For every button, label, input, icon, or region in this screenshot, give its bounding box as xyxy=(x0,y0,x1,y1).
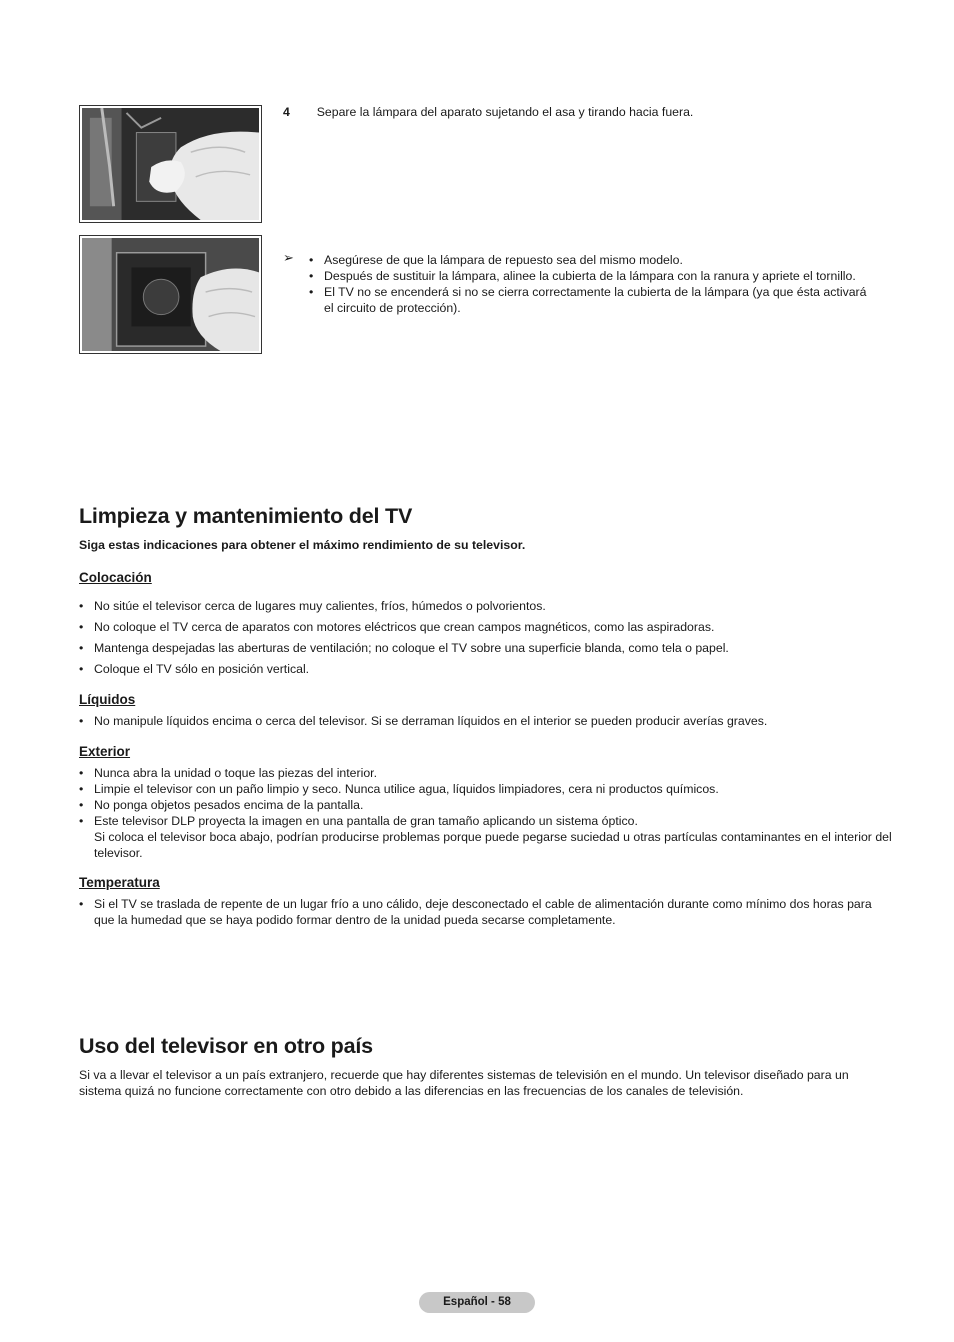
list-item: • Si el TV se traslada de repente de un lugar frío a uno cálido, deje desconectado el cable de alimentación durante como mínimo dos horas para que la humedad que se haya podido formar dentro de la unidad pueda secarse completamente. xyxy=(79,896,879,928)
lamp-removal-photo xyxy=(79,105,262,223)
abroad-title: Uso del televisor en otro país xyxy=(79,1034,373,1058)
list-item: • No coloque el TV cerca de aparatos con motores eléctricos que crean campos magnéticos, como las aspiradoras. xyxy=(79,619,899,635)
lamp-removal-illustration xyxy=(82,108,259,220)
note-item: • Asegúrese de que la lámpara de repuesto sea del mismo modelo. xyxy=(309,252,879,268)
exterior-list xyxy=(79,765,899,861)
list-item-continuation: Si coloca el televisor boca abajo, podrían producirse problemas porque puede pegarse suciedad u otras partículas contaminantes en el interior del televisor. xyxy=(94,830,892,860)
colocacion-heading: Colocación xyxy=(79,570,152,585)
temperatura-list xyxy=(79,896,879,928)
list-item: • Nunca abra la unidad o toque las piezas del interior. xyxy=(79,765,899,781)
list-item: • Mantenga despejadas las aberturas de ventilación; no coloque el TV sobre una superficie blanda, como tela o papel. xyxy=(79,640,899,656)
note-item: • El TV no se encenderá si no se cierra correctamente la cubierta de la lámpara (ya que ésta activará el circuito de protección). xyxy=(309,284,879,316)
list-item-text: Este televisor DLP proyecta la imagen en una pantalla de gran tamaño aplicando un sistema óptico. xyxy=(94,814,638,828)
step-number: 4 xyxy=(283,105,290,119)
temperatura-heading: Temperatura xyxy=(79,875,160,890)
pointer-arrow-icon: ➢ xyxy=(283,250,294,265)
cleaning-intro: Siga estas indicaciones para obtener el máximo rendimiento de su televisor. xyxy=(79,538,526,552)
abroad-text: Si va a llevar el televisor a un país extranjero, recuerde que hay diferentes sistemas de televisión en el mundo. Un televisor diseñado para un sistema quizá no funcione correctamente con otro debido a las diferencias en las frecuencias de los canales de televisión. xyxy=(79,1068,849,1098)
lamp-module-illustration xyxy=(82,238,259,351)
liquidos-list xyxy=(79,713,899,729)
colocacion-list xyxy=(79,598,899,682)
list-item: • Limpie el televisor con un paño limpio y seco. Nunca utilice agua, líquidos limpiadores, cera ni productos químicos. xyxy=(79,781,899,797)
list-item: • No manipule líquidos encima o cerca del televisor. Si se derraman líquidos en el interior se pueden producir averías graves. xyxy=(79,713,899,729)
list-item xyxy=(79,813,899,861)
lamp-module-photo xyxy=(79,235,262,354)
exterior-heading: Exterior xyxy=(79,744,131,759)
note-list xyxy=(309,252,879,316)
note-item: • Después de sustituir la lámpara, alinee la cubierta de la lámpara con la ranura y apriete el tornillo. xyxy=(309,268,879,284)
step-4 xyxy=(283,104,923,120)
liquidos-heading: Líquidos xyxy=(79,692,136,707)
page-number-badge: Español - 58 xyxy=(419,1292,535,1313)
cleaning-title: Limpieza y mantenimiento del TV xyxy=(79,504,413,528)
list-item: • No ponga objetos pesados encima de la pantalla. xyxy=(79,797,899,813)
list-item: • Coloque el TV sólo en posición vertical. xyxy=(79,661,899,677)
list-item: • No sitúe el televisor cerca de lugares muy calientes, fríos, húmedos o polvorientos. xyxy=(79,598,899,614)
step-text: Separe la lámpara del aparato sujetando el asa y tirando hacia fuera. xyxy=(316,105,694,119)
